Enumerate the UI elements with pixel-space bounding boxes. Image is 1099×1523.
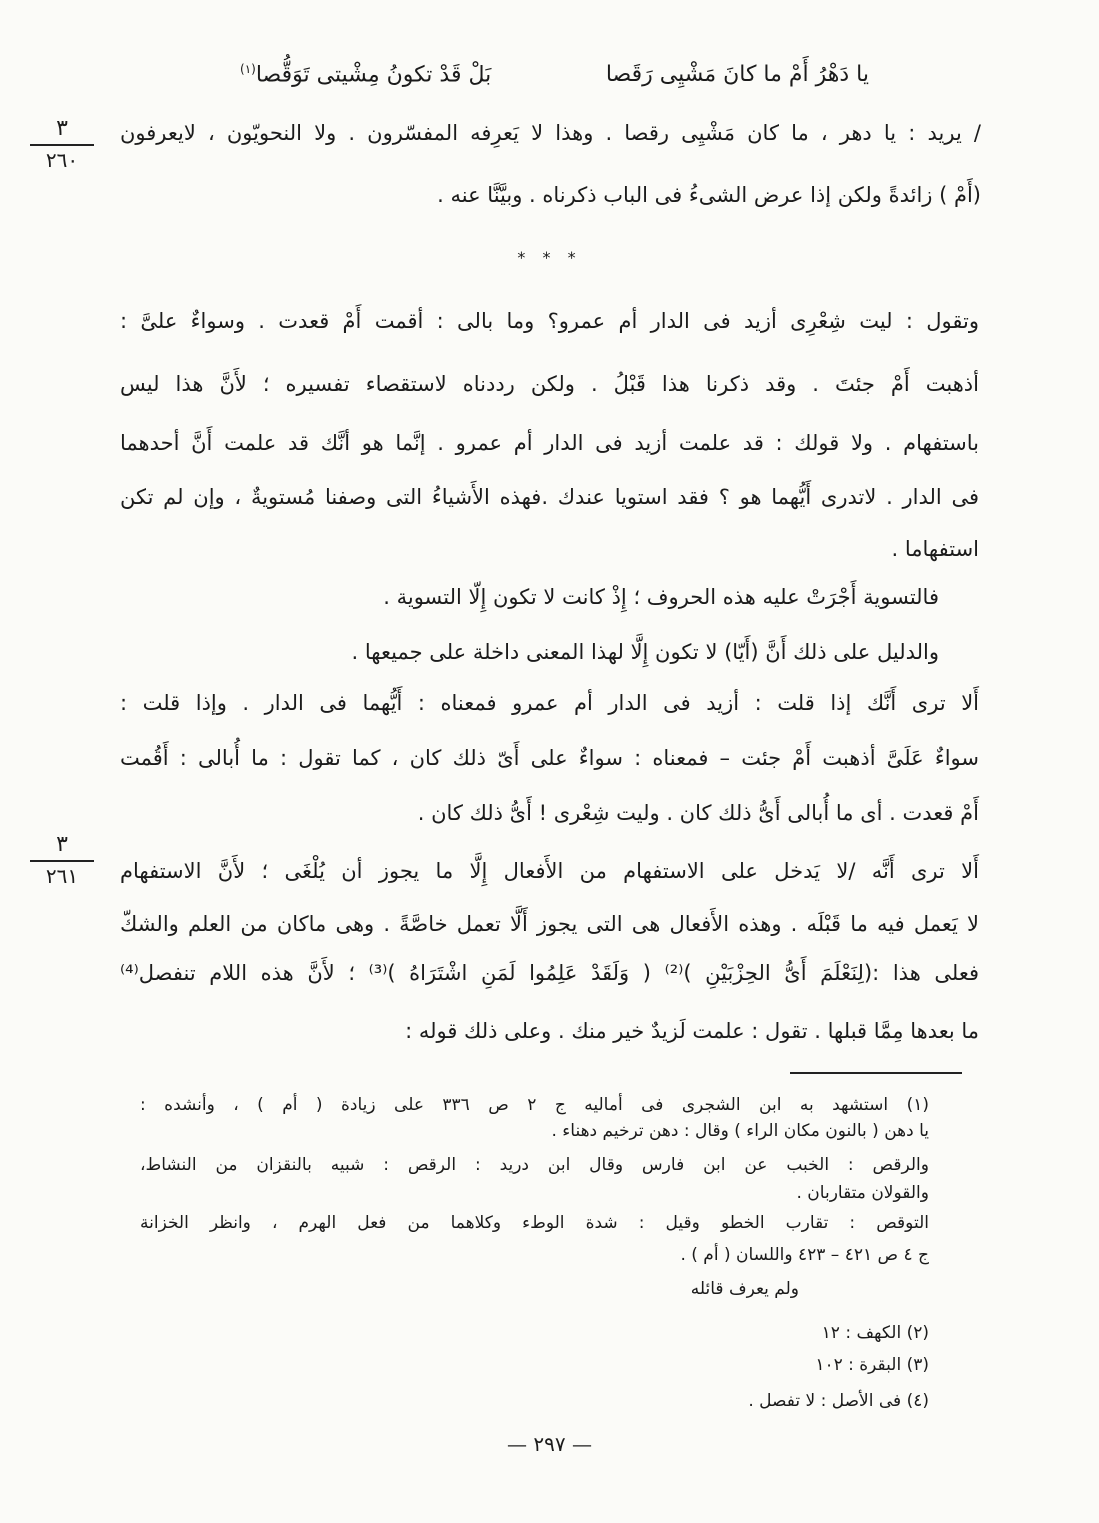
footnote-line: (٣) البقرة : ١٠٢ xyxy=(815,1355,929,1375)
margin-reference xyxy=(26,116,98,172)
body-line: فى الدار . لاتدرى أَيُّهما هو ؟ فقد استويا عندك .فهذه الأَشياءُ التى وصفنا مُستويةٌ ، وإن لم تكن xyxy=(120,485,979,509)
body-line: فعلى هذا :(لِنَعْلَمَ أَىُّ الحِزْبَيْنِ )⁽²⁾ ( وَلَقَدْ عَلِمُوا لَمَنِ اشْتَرَاهُ )⁽³⁾ ؛ لأَنَّ هذه اللام تنفصل⁽⁴⁾ xyxy=(120,961,979,985)
body-line: سواءٌ عَلَىَّ أذهبت أَمْ جئت – فمعناه : سواءٌ على أَىّ ذلك كان ، كما تقول : ما أُبالى : أَقُمت xyxy=(120,746,979,770)
footnote-line: والرقص : الخبب عن ابن فارس وقال ابن دريد : الرقص : شبيه بالنقزان من النشاط، xyxy=(140,1155,929,1175)
body-line: استفهاما . xyxy=(891,537,979,561)
body-line: وتقول : ليت شِعْرِى أزيد فى الدار أم عمرو؟ وما بالى : أقمت أَمْ قعدت . وسواءٌ علىَّ : xyxy=(120,309,979,333)
verse-second-hemistich: بَلْ قَدْ تكونُ مِشْيتى تَوَقُّصا$^{(١)}$ xyxy=(240,62,492,88)
margin-ref-volume: ٣ xyxy=(56,116,68,141)
verse xyxy=(240,62,869,106)
body-line: أذهبت أَمْ جئتَ . وقد ذكرنا هذا قَبْلُ . ولكن رددناه لاستقصاء تفسيره ؛ لأَنَّ هذا ليس xyxy=(120,372,979,396)
footnote-rule xyxy=(790,1072,962,1074)
body-line: أَمْ قعدت . أى ما أُبالى أَىُّ ذلك كان . وليت شِعْرى ! أَىُّ ذلك كان . xyxy=(417,801,979,825)
margin-ref-page: ٢٦٠ xyxy=(45,148,79,172)
margin-ref-bar xyxy=(30,860,94,862)
footnote-line: يا دهن ( بالنون مكان الراء ) وقال : دهن ترخيم دهناء . xyxy=(551,1121,929,1141)
body-line: باستفهام . ولا قولك : قد علمت أزيد فى الدار أم عمرو . إنَّما هو أنَّك قد علمت أَنَّ أحدهما xyxy=(120,431,979,455)
footnote-line: (٤) فى الأصل : لا تفصل . xyxy=(748,1391,929,1411)
footnote-line: ولم يعرف قائله xyxy=(690,1279,799,1299)
body-line: ما بعدها مِمَّا قبلها . تقول : علمت لَزيدٌ خير منك . وعلى ذلك قوله : xyxy=(405,1019,979,1043)
body-line: فالتسوية أَجْرَتْ عليه هذه الحروف ؛ إِذْ كانت لا تكون إِلّا التسوية . xyxy=(383,585,939,609)
body-line: لا يَعمل فيه ما قَبْلَه . وهذه الأَفعال هى التى يجوز أَلَّا تعمل خاصَّةً . وهى ماكان من العلم والشكّ xyxy=(120,912,979,936)
section-separator: * * * xyxy=(517,248,582,267)
body-line: / يريد : يا دهر ، ما كان مَشْيِى رقصا . وهذا لا يَعرِفه المفسّرون . ولا النحويّون ، لايعرفون xyxy=(120,121,981,145)
margin-ref-volume: ٣ xyxy=(56,832,68,857)
body-line: والدليل على ذلك أَنَّ (أَيّا) لا تكون إِلَّا لهذا المعنى داخلة على جميعها . xyxy=(351,640,939,664)
body-line: أَلا ترى أَنَّك إذا قلت : أزيد فى الدار أم عمرو فمعناه : أَيُّهما فى الدار . وإذا قلت : xyxy=(120,691,979,715)
margin-ref-bar xyxy=(30,144,94,146)
footnote-line: التوقص : تقارب الخطو وقيل : شدة الوطء وكلاهما من فعل الهرم ، وانظر الخزانة xyxy=(140,1213,929,1233)
footnote-line: والقولان متقاربان . xyxy=(796,1183,929,1203)
footnote-line: (٢) الكهف : ١٢ xyxy=(821,1323,929,1343)
margin-reference xyxy=(26,832,98,888)
body-line: أَلا ترى أَنَّه /لا يَدخل على الاستفهام من الأَفعال إِلَّا ما يجوز أن يُلْغَى ؛ لأَنَّ الاستفهام xyxy=(120,859,979,883)
margin-ref-page: ٢٦١ xyxy=(45,864,79,888)
footnote-line: (١) استشهد به ابن الشجرى فى أماليه ج ٢ ص ٣٣٦ على زيادة ( أم ) ، وأنشده : xyxy=(140,1095,930,1115)
body-line: (أَمْ ) زائدةً ولكن إذا عرض الشىءُ فى الباب ذكرناه . وبيَّنَّا عنه . xyxy=(437,183,981,207)
footnote-line: ج ٤ ص ٤٢١ – ٤٢٣ واللسان ( أم ) . xyxy=(680,1245,929,1265)
verse-first-hemistich: يا دَهْرُ أَمْ ما كانَ مَشْيِى رَقَصا xyxy=(605,62,869,87)
page-number: — ٢٩٧ — xyxy=(507,1432,592,1456)
verse-note-mark: (١) xyxy=(240,62,256,76)
